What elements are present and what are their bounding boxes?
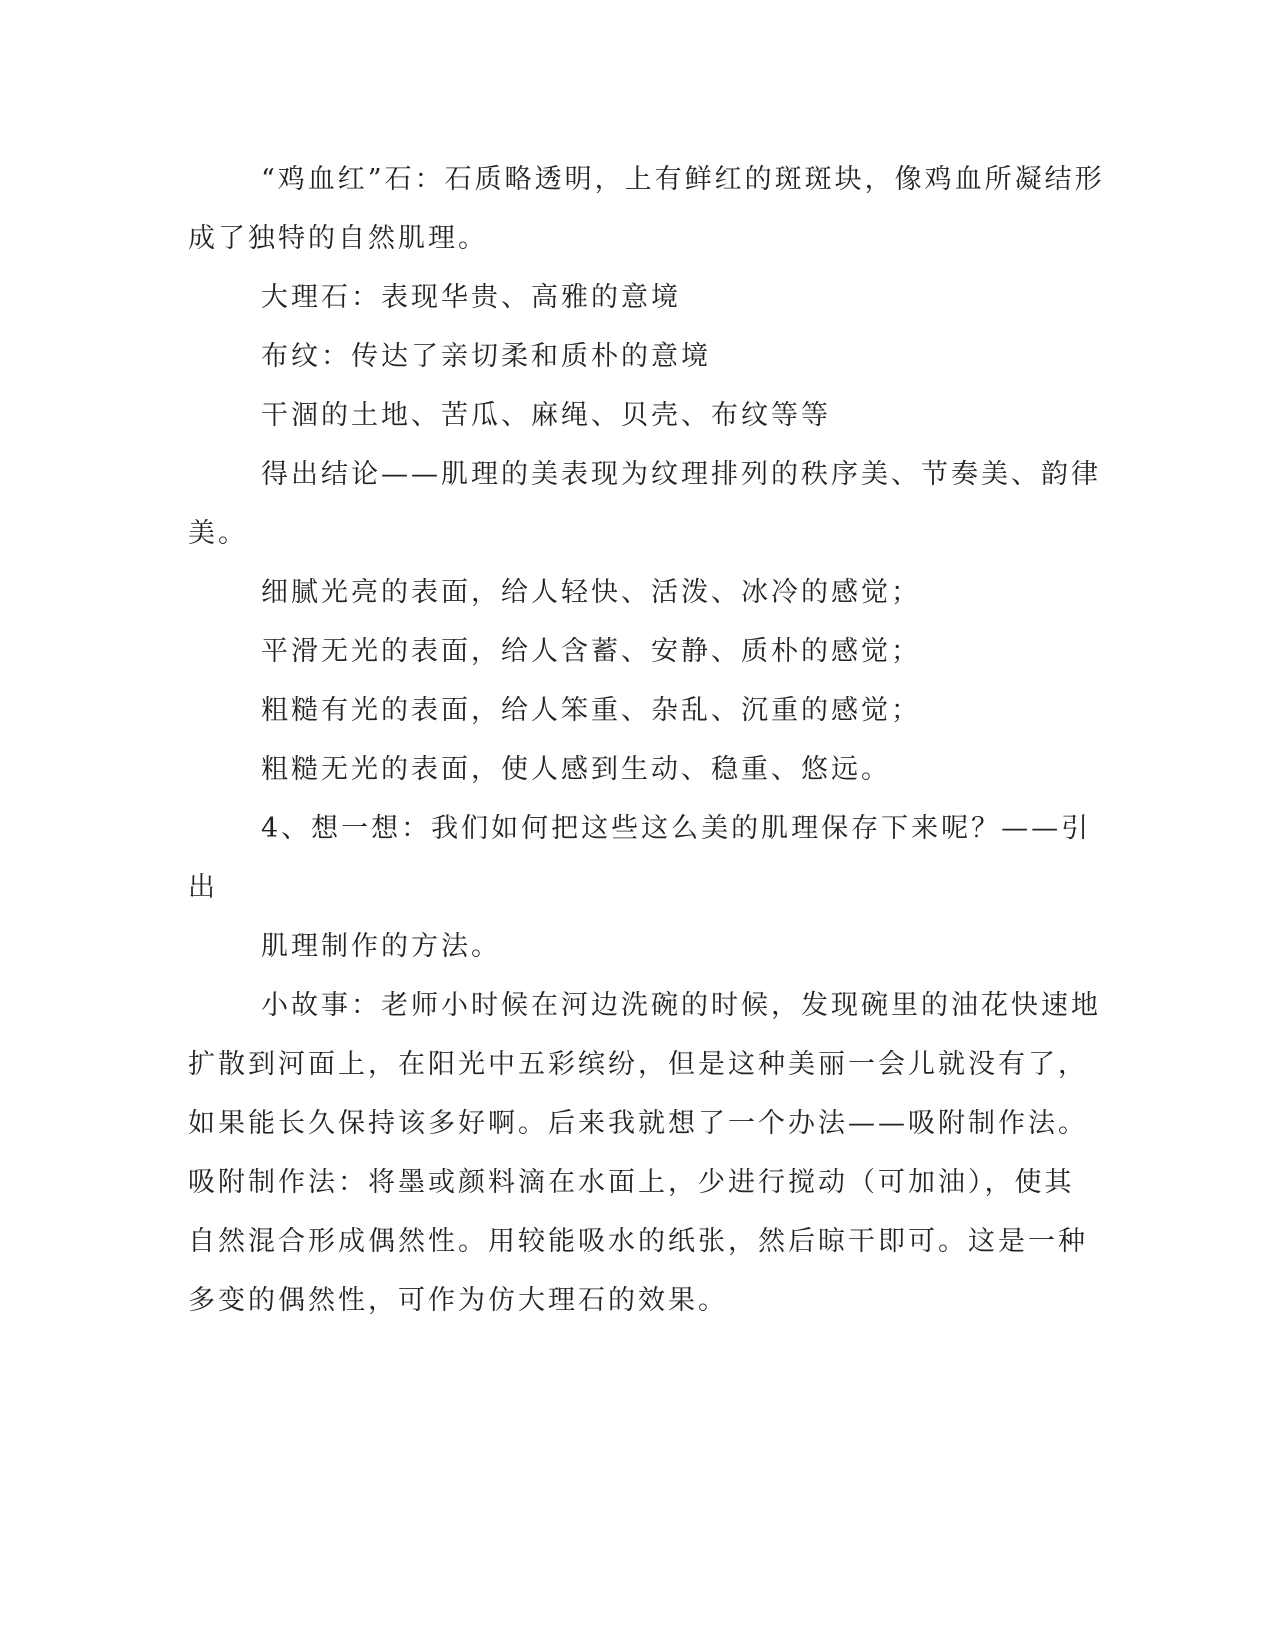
paragraph-line-surface-4: 粗糙无光的表面，使人感到生动、稳重、悠远。 (261, 754, 891, 785)
paragraph-line-xifu-cont-2: 多变的偶然性，可作为仿大理石的效果。 (188, 1285, 728, 1316)
paragraph-line-method: 肌理制作的方法。 (261, 931, 501, 962)
paragraph-line-examples: 干涸的土地、苦瓜、麻绳、贝壳、布纹等等 (261, 400, 831, 431)
paragraph-line-dalishi: 大理石：表现华贵、高雅的意境 (261, 282, 681, 313)
paragraph-line-story-cont-1: 扩散到河面上，在阳光中五彩缤纷，但是这种美丽一会儿就没有了， (188, 1049, 1088, 1080)
paragraph-line-think-cont: 出 (188, 872, 218, 903)
paragraph-line-buwen: 布纹：传达了亲切柔和质朴的意境 (261, 341, 711, 372)
paragraph-line-think: 4、想一想：我们如何把这些这么美的肌理保存下来呢？——引 (261, 813, 1092, 844)
paragraph-line-conclusion-cont: 美。 (188, 518, 248, 549)
paragraph-line-jixuehong-cont: 成了独特的自然肌理。 (188, 223, 488, 254)
paragraph-line-surface-3: 粗糙有光的表面，给人笨重、杂乱、沉重的感觉； (261, 695, 921, 726)
paragraph-line-surface-2: 平滑无光的表面，给人含蓄、安静、质朴的感觉； (261, 636, 921, 667)
paragraph-line-surface-1: 细腻光亮的表面，给人轻快、活泼、冰冷的感觉； (261, 577, 921, 608)
paragraph-line-xifu-cont-1: 自然混合形成偶然性。用较能吸水的纸张，然后晾干即可。这是一种 (188, 1226, 1088, 1257)
paragraph-line-xifu: 吸附制作法：将墨或颜料滴在水面上，少进行搅动（可加油），使其 (188, 1167, 1075, 1198)
paragraph-line-story-cont-2: 如果能长久保持该多好啊。后来我就想了一个办法——吸附制作法。 (188, 1108, 1088, 1139)
paragraph-line-jixuehong: “鸡血红”石：石质略透明，上有鲜红的斑斑块，像鸡血所凝结形 (261, 164, 1105, 195)
paragraph-line-conclusion: 得出结论——肌理的美表现为纹理排列的秩序美、节奏美、韵律 (261, 459, 1101, 490)
paragraph-line-story: 小故事：老师小时候在河边洗碗的时候，发现碗里的油花快速地 (261, 990, 1101, 1021)
